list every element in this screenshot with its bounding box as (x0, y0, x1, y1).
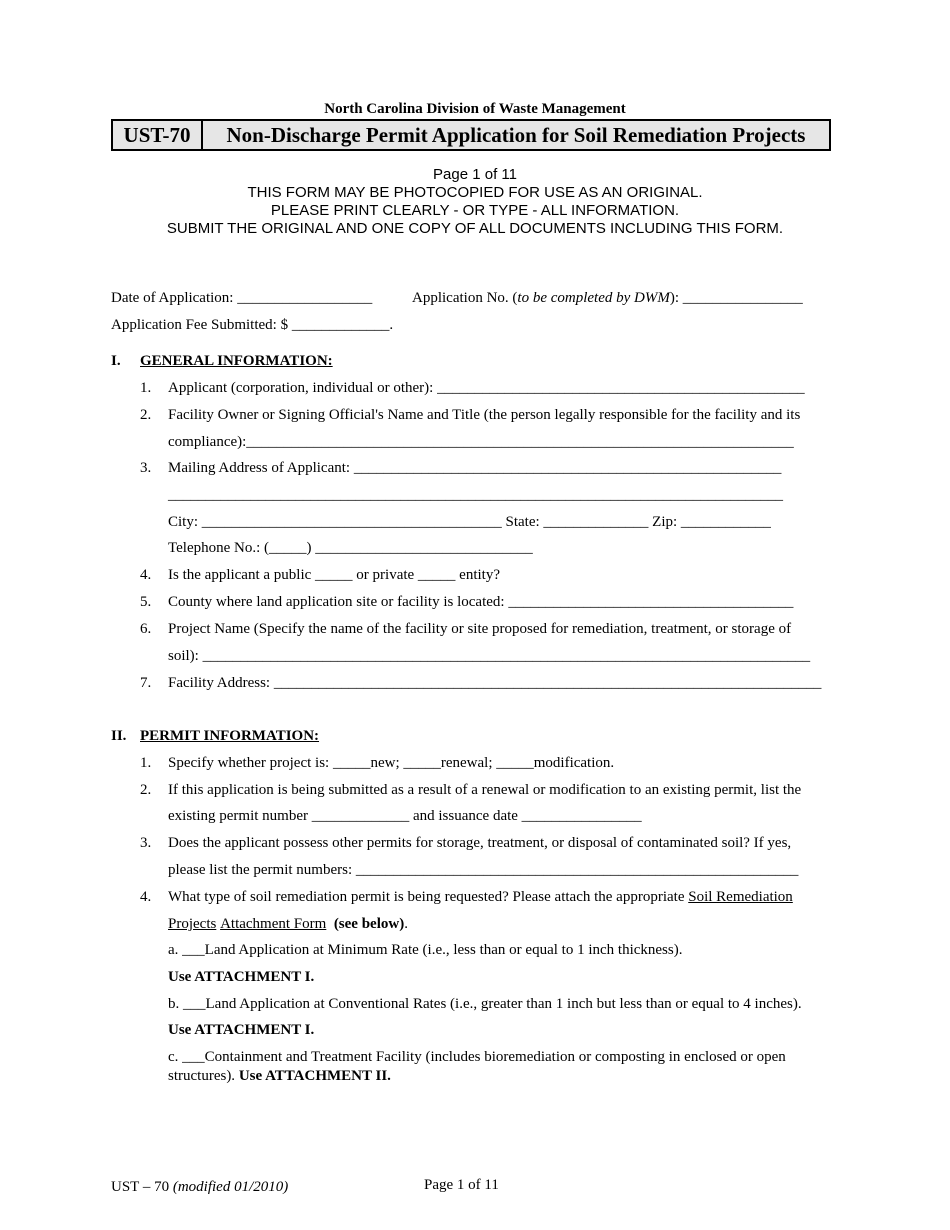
option-c-containment-line-2 (168, 1068, 391, 1085)
s2-item-3-permit-numbers[interactable]: please list the permit numbers: ___________________________________________________________ (168, 862, 799, 878)
notice-line-2: PLEASE PRINT CLEARLY - OR TYPE - ALL INFORMATION. (270, 202, 680, 219)
s1-item-6-number: 6. (140, 621, 152, 637)
application-no-field (412, 290, 803, 307)
s1-item-4-number: 4. (140, 567, 152, 583)
s2-item-2-line-1: If this application is being submitted as a result of a renewal or modification to an existing permit, list the (168, 782, 802, 798)
form-title-box (111, 119, 831, 151)
s1-item-3-number: 3. (140, 460, 152, 476)
application-fee-field (111, 317, 393, 334)
s1-item-3-telephone[interactable]: Telephone No.: (_____) _____________________________ (168, 540, 533, 556)
s2-item-4-number: 4. (140, 889, 152, 905)
appno-italic: to be completed by DWM (517, 290, 670, 306)
s1-item-3-city-state-zip[interactable]: City: ________________________________________ State: ______________ Zip: ____________ (168, 514, 771, 530)
notice-line-3: SUBMIT THE ORIGINAL AND ONE COPY OF ALL DOCUMENTS INCLUDING THIS FORM. (166, 220, 784, 237)
see-below-note: (see below) (333, 916, 405, 932)
s2-item-3-line-1: Does the applicant possess other permits for storage, treatment, or disposal of contaminated soil? If yes, (168, 835, 792, 851)
section-1-title: GENERAL INFORMATION: (140, 353, 333, 369)
s1-item-6-project-name-line-2[interactable]: soil): _________________________________________________________________________________ (168, 648, 811, 664)
s2-item-2-number: 2. (140, 782, 152, 798)
option-a-minimum-rate[interactable]: a. ___Land Application at Minimum Rate (i.e., less than or equal to 1 inch thickness). (168, 942, 683, 958)
s1-item-2-owner-line-2[interactable]: compliance):_________________________________________________________________________ (168, 434, 794, 450)
option-b-attachment: Use ATTACHMENT I. (168, 1022, 315, 1038)
form-title: Non-Discharge Permit Application for Soil Remediation Projects (226, 123, 806, 147)
s1-item-2-number: 2. (140, 407, 152, 423)
s2-item-2-existing-permit[interactable]: existing permit number _____________ and issuance date ________________ (168, 808, 642, 824)
s1-item-5-county[interactable]: County where land application site or facility is located: ______________________________________ (168, 594, 794, 610)
footer-form-code (111, 1179, 288, 1196)
option-c-text: structures). (168, 1068, 239, 1084)
option-c-containment-line-1[interactable]: c. ___Containment and Treatment Facility (includes bioremediation or composting in enclosed or open (168, 1049, 786, 1065)
s1-item-6-project-name-line-1: Project Name (Specify the name of the facility or site proposed for remediation, treatment, or storage of (168, 621, 792, 637)
section-2-title: PERMIT INFORMATION: (140, 728, 320, 744)
option-c-attachment: Use ATTACHMENT II. (238, 1068, 391, 1084)
footer-code: UST – 70 (111, 1179, 173, 1195)
appno-blank[interactable]: ________________ (682, 290, 803, 306)
s2-item-4-line-2 (168, 916, 408, 933)
section-1-numeral: I. (111, 353, 121, 369)
s2-item-1-project-type[interactable]: Specify whether project is: _____new; _____renewal; _____modification. (168, 755, 615, 771)
s1-item-3-mailing-address[interactable]: Mailing Address of Applicant: _________________________________________________________ (168, 460, 782, 476)
attachment-form-link[interactable]: Attachment Form (220, 916, 327, 932)
footer-page-number: Page 1 of 11 (424, 1177, 499, 1193)
notice-line-1: THIS FORM MAY BE PHOTOCOPIED FOR USE AS AN ORIGINAL. (247, 184, 703, 201)
notice-page: Page 1 of 11 (433, 166, 517, 183)
date-label: Date of Application: (111, 290, 234, 306)
form-code: UST-70 (113, 121, 203, 149)
fee-blank[interactable]: _____________. (291, 317, 394, 333)
s1-item-1-number: 1. (140, 380, 152, 396)
s1-item-5-number: 5. (140, 594, 152, 610)
s1-item-3-address-line-2[interactable]: __________________________________________________________________________________ (168, 487, 783, 503)
s2-item-1-number: 1. (140, 755, 152, 771)
notice-block (0, 166, 950, 238)
s1-item-7-facility-address[interactable]: Facility Address: _________________________________________________________________________ (168, 675, 822, 691)
option-a-attachment: Use ATTACHMENT I. (168, 969, 315, 985)
s1-item-1-applicant[interactable]: Applicant (corporation, individual or other): _________________________________________________ (168, 380, 805, 396)
s2-item-4-text: What type of soil remediation permit is being requested? Please attach the appropriate (168, 889, 689, 905)
fee-label: Application Fee Submitted: $ (111, 317, 289, 333)
option-b-conventional-rates[interactable]: b. ___Land Application at Conventional Rates (i.e., greater than 1 inch but less than or equal to 4 inches). (168, 996, 802, 1012)
soil-remediation-link[interactable]: Soil Remediation (688, 889, 793, 905)
s1-item-2-owner-line-1: Facility Owner or Signing Official's Name and Title (the person legally responsible for the facility and its (168, 407, 801, 423)
date-blank[interactable]: __________________ (237, 290, 373, 306)
s2-item-3-number: 3. (140, 835, 152, 851)
projects-link[interactable]: Projects (168, 916, 217, 932)
s1-item-7-number: 7. (140, 675, 152, 691)
section-2-numeral: II. (111, 728, 127, 744)
footer-modified: (modified 01/2010) (172, 1179, 289, 1195)
appno-label-end: ): (669, 290, 680, 306)
s1-item-4-public-private[interactable]: Is the applicant a public _____ or private _____ entity? (168, 567, 500, 583)
date-of-application-field (111, 290, 372, 307)
period: . (404, 916, 408, 932)
s2-item-4-line-1 (168, 889, 793, 906)
agency-name: North Carolina Division of Waste Management (324, 101, 626, 117)
appno-label: Application No. ( (412, 290, 518, 306)
